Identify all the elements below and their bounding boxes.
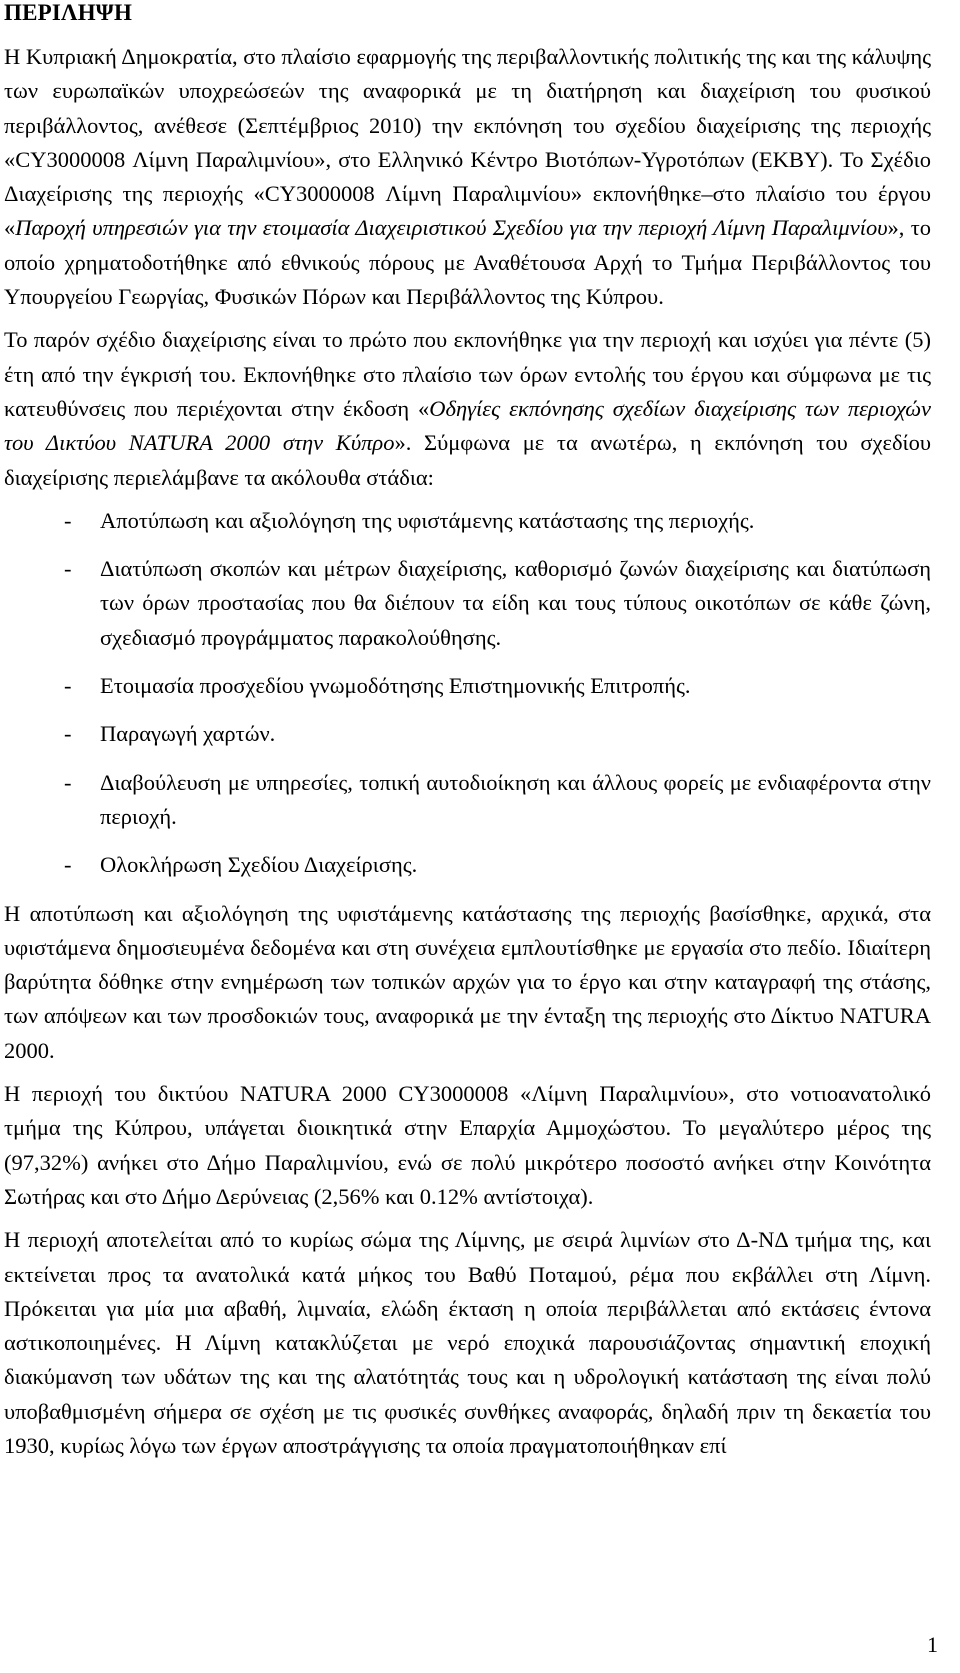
guidelines-title-italic: Οδηγίες εκπόνησης σχεδίων διαχείρισης των περιοχών του Δικτύου NATURA 2000 στην Κύπρο (4, 395, 931, 456)
list-item (4, 766, 931, 835)
paragraph-commission-text-1: Η Κυπριακή Δημοκρατία, στο πλαίσιο εφαρμογής της περιβαλλοντικής πολιτικής της και της κάλυψης των ευρωπαϊκών υποχρεώσεών της αναφορικά με τη διατήρηση και διαχείριση του φυσικού περιβάλλοντος, ανέθεσε (Σεπτέμβριος 2010) την εκπόνηση του σχεδίου διαχείρισης της περιοχής «CY3000008 Λίμνη Παραλιμνίου», στο Ελληνικό Κέντρο Βιοτόπων-Υγροτόπων (ΕΚΒΥ). Το Σχέδιο Διαχείρισης της περιοχής «CY3000008 Λίμνη Παραλιμνίου» εκπονήθηκε–στο πλαίσιο του έργου « (4, 44, 931, 241)
list-item (4, 669, 931, 703)
paragraph-plan-validity-text-2: ». Σύμφωνα με τα ανωτέρω, η εκπόνηση του σχεδίου διαχείρισης περιελάμβανε τα ακόλουθα στάδια: (4, 430, 932, 490)
page-number: 1 (927, 1632, 938, 1657)
project-title-italic: Παροχή υπηρεσιών για την ετοιμασία Διαχειριστικού Σχεδίου για την περιοχή Λίμνη Παραλιμνίου (15, 215, 888, 241)
list-dash: - (64, 721, 72, 747)
list-item (4, 848, 931, 882)
list-dash: - (64, 852, 72, 878)
paragraph-commission-text-2: », το οποίο χρηματοδοτήθηκε από εθνικούς πόρους με Αναθέτουσα Αρχή το Τμήμα Περιβάλλοντος του Υπουργείου Γεωργίας, Φυσικών Πόρων και Περιβάλλοντος της Κύπρου. (4, 215, 932, 310)
list-dash: - (64, 673, 72, 699)
list-item (4, 717, 931, 751)
list-item-text: Παραγωγή χαρτών. (100, 721, 276, 747)
paragraph-commission (4, 40, 931, 314)
list-dash: - (64, 769, 72, 795)
list-item-text: Ολοκλήρωση Σχεδίου Διαχείρισης. (100, 852, 418, 878)
list-item-text: Διαβούλευση με υπηρεσίες, τοπική αυτοδιοίκηση και άλλους φορείς με ενδιαφέροντα στην περιοχή. (100, 769, 931, 829)
list-item-text: Αποτύπωση και αξιολόγηση της υφιστάμενης κατάστασης της περιοχής. (100, 507, 755, 533)
section-heading: ΠΕΡΙΛΗΨΗ (4, 0, 133, 25)
paragraph-description: Η περιοχή αποτελείται από το κυρίως σώμα της Λίμνης, με σειρά λιμνίων στο Δ-ΝΔ τμήμα της, και εκτείνεται προς τα ανατολικά κατά μήκος του Βαθύ Ποταμού, ρέμα που εκβάλλει στη Λίμνη. Πρόκειται για μία μια αβαθή, λιμναία, ελώδη έκταση η οποία περιβάλλεται από εκτάσεις έντονα αστικοποιημένες. Η Λίμνη κατακλύζεται με νερό εποχικά παρουσιάζοντας σημαντική εποχική διακύμανση των υδάτων της και της αλατότητάς τους και η υδρολογική κατάσταση της είναι πολύ υποβαθμισμένη σήμερα σε σχέση με τις φυσικές συνθήκες αναφοράς, δηλαδή πριν τη δεκαετία του 1930, κυρίως λόγω των έργων αποστράγγισης τα οποία πραγματοποιήθηκαν επί (4, 1227, 931, 1458)
paragraph-location: Η περιοχή του δικτύου NATURA 2000 CY3000008 «Λίμνη Παραλιμνίου», στο νοτιοανατολικό τμήμα της Κύπρου, υπάγεται διοικητικά στην Επαρχία Αμμοχώστου. Το μεγαλύτερο μέρος της (97,32%) ανήκει στο Δήμο Παραλιμνίου, ενώ σε πολύ μικρότερο ποσοστό ανήκει στην Κοινότητα Σωτήρας και στο Δήμο Δερύνειας (2,56% και 0.12% αντίστοιχα). (4, 1081, 931, 1209)
list-item (4, 552, 931, 655)
stages-list (4, 504, 931, 883)
paragraph-plan-validity (4, 323, 931, 494)
list-item (4, 504, 931, 538)
list-dash: - (64, 507, 72, 533)
paragraph-plan-validity-text-1: Το παρόν σχέδιο διαχείρισης είναι το πρώτο που εκπονήθηκε για την περιοχή και ισχύει για πέντε (5) έτη από την έγκρισή του. Εκπονήθηκε στο πλαίσιο των όρων εντολής του έργου και σύμφωνα με τις κατευθύνσεις που περιέχονται στην έκδοση « (4, 327, 931, 421)
list-item-text: Ετοιμασία προσχεδίου γνωμοδότησης Επιστημονικής Επιτροπής. (100, 673, 691, 699)
list-dash: - (64, 556, 72, 582)
paragraph-assessment: Η αποτύπωση και αξιολόγηση της υφιστάμενης κατάστασης της περιοχής βασίσθηκε, αρχικά, στα υφιστάμενα δημοσιευμένα δεδομένα και στη συνέχεια εμπλουτίσθηκε με εργασία στο πεδίο. Ιδιαίτερη βαρύτητα δόθηκε στην ενημέρωση των τοπικών αρχών για το έργο και στην καταγραφή της στάσης, των απόψεων και των προσδοκιών τους, αναφορικά με την ένταξη της περιοχής στο Δίκτυο NATURA 2000. (4, 900, 931, 1063)
document-page (4, 0, 931, 1472)
list-item-text: Διατύπωση σκοπών και μέτρων διαχείρισης, καθορισμό ζωνών διαχείρισης και διατύπωση των όρων προστασίας που θα διέπουν τα είδη και τους τύπους οικοτόπων σε κάθε ζώνη, σχεδιασμό προγράμματος παρακολούθησης. (100, 556, 931, 650)
